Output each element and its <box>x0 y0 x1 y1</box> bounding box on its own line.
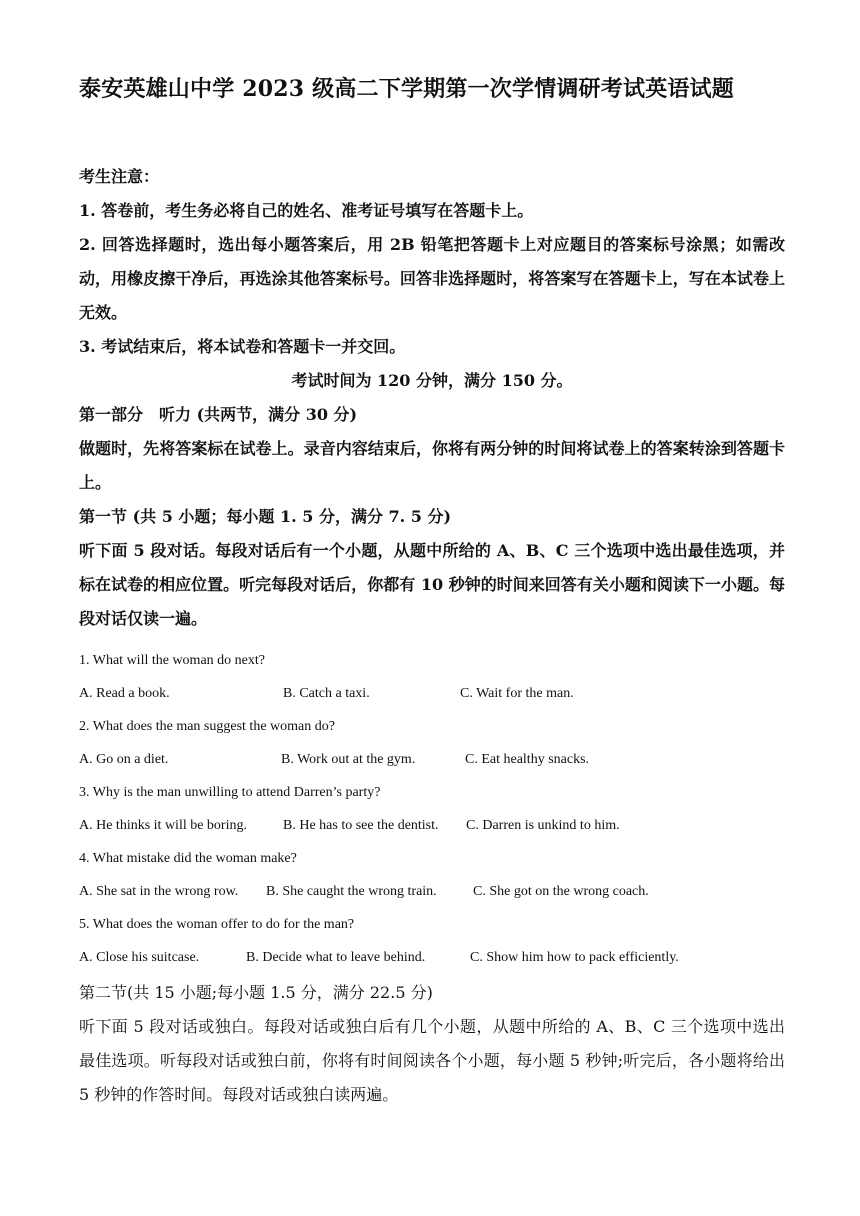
question-text: 3. Why is the man unwilling to attend Darren’s party? <box>79 785 381 800</box>
notice-heading: 考生注意： <box>79 167 160 186</box>
question-3 <box>79 776 785 842</box>
option-b: B. Work out at the gym. <box>281 752 416 767</box>
notice-item-1: 1. 答卷前，考生务必将自己的姓名、准考证号填写在答题卡上。 <box>79 201 534 220</box>
question-options <box>79 743 785 776</box>
option-a: A. Go on a diet. <box>79 752 169 767</box>
question-5 <box>79 908 785 974</box>
option-a: A. He thinks it will be boring. <box>79 818 247 833</box>
question-text: 1. What will the woman do next? <box>79 653 265 668</box>
option-c: C. Eat healthy snacks. <box>465 752 590 767</box>
section1-instruction: 听下面 5 段对话。每段对话后有一个小题，从题中所给的 A、B、C 三个选项中选出最佳选项，并标在试卷的相应位置。听完每段对话后，你都有 10 秒钟的时间来回答有关小题和阅读下一小题。每段对话仅读一遍。 <box>79 541 785 628</box>
section2-heading: 第二节(共 15 小题;每小题 1.5 分，满分 22.5 分) <box>79 983 433 1002</box>
question-text: 4. What mistake did the woman make? <box>79 851 297 866</box>
section1-heading: 第一节 (共 5 小题；每小题 1. 5 分，满分 7. 5 分) <box>79 507 452 526</box>
question-list <box>79 644 785 974</box>
question-4 <box>79 842 785 908</box>
section2-instruction: 听下面 5 段对话或独白。每段对话或独白后有几个小题，从题中所给的 A、B、C 三个选项中选出最佳选项。听每段对话或独白前，你将有时间阅读各个小题，每小题 5 秒钟;听完后，各小题将给出 5 秒钟的作答时间。每段对话或独白读两遍。 <box>79 1017 785 1104</box>
option-b: B. Catch a taxi. <box>283 686 370 701</box>
page-title: 泰安英雄山中学 2023 级高二下学期第一次学情调研考试英语试题 <box>79 76 734 102</box>
question-text: 2. What does the man suggest the woman do? <box>79 719 335 734</box>
question-options <box>79 941 785 974</box>
option-b: B. Decide what to leave behind. <box>246 950 426 965</box>
exam-time: 考试时间为 120 分钟，满分 150 分。 <box>291 371 573 390</box>
question-2 <box>79 710 785 776</box>
part1-heading: 第一部分 听力 (共两节，满分 30 分) <box>79 405 358 424</box>
option-c: C. Wait for the man. <box>460 686 574 701</box>
notice-item-2: 2. 回答选择题时，选出每小题答案后，用 2B 铅笔把答题卡上对应题目的答案标号涂黑；如需改动，用橡皮擦干净后，再选涂其他答案标号。回答非选择题时，将答案写在答题卡上，写在本试卷上无效。 <box>79 235 785 322</box>
question-text: 5. What does the woman offer to do for the man? <box>79 917 355 932</box>
question-options <box>79 677 785 710</box>
option-a: A. Read a book. <box>79 686 170 701</box>
option-c: C. Darren is unkind to him. <box>466 818 620 833</box>
option-a: A. She sat in the wrong row. <box>79 884 239 899</box>
option-c: C. Show him how to pack efficiently. <box>470 950 679 965</box>
option-c: C. She got on the wrong coach. <box>473 884 649 899</box>
notice-item-3: 3. 考试结束后，将本试卷和答题卡一并交回。 <box>79 337 406 356</box>
exam-body <box>79 160 785 1112</box>
question-options <box>79 809 785 842</box>
option-b: B. He has to see the dentist. <box>283 818 439 833</box>
question-1 <box>79 644 785 710</box>
option-a: A. Close his suitcase. <box>79 950 200 965</box>
question-options <box>79 875 785 908</box>
option-b: B. She caught the wrong train. <box>266 884 437 899</box>
part1-instruction: 做题时，先将答案标在试卷上。录音内容结束后，你将有两分钟的时间将试卷上的答案转涂到答题卡上。 <box>79 439 785 492</box>
